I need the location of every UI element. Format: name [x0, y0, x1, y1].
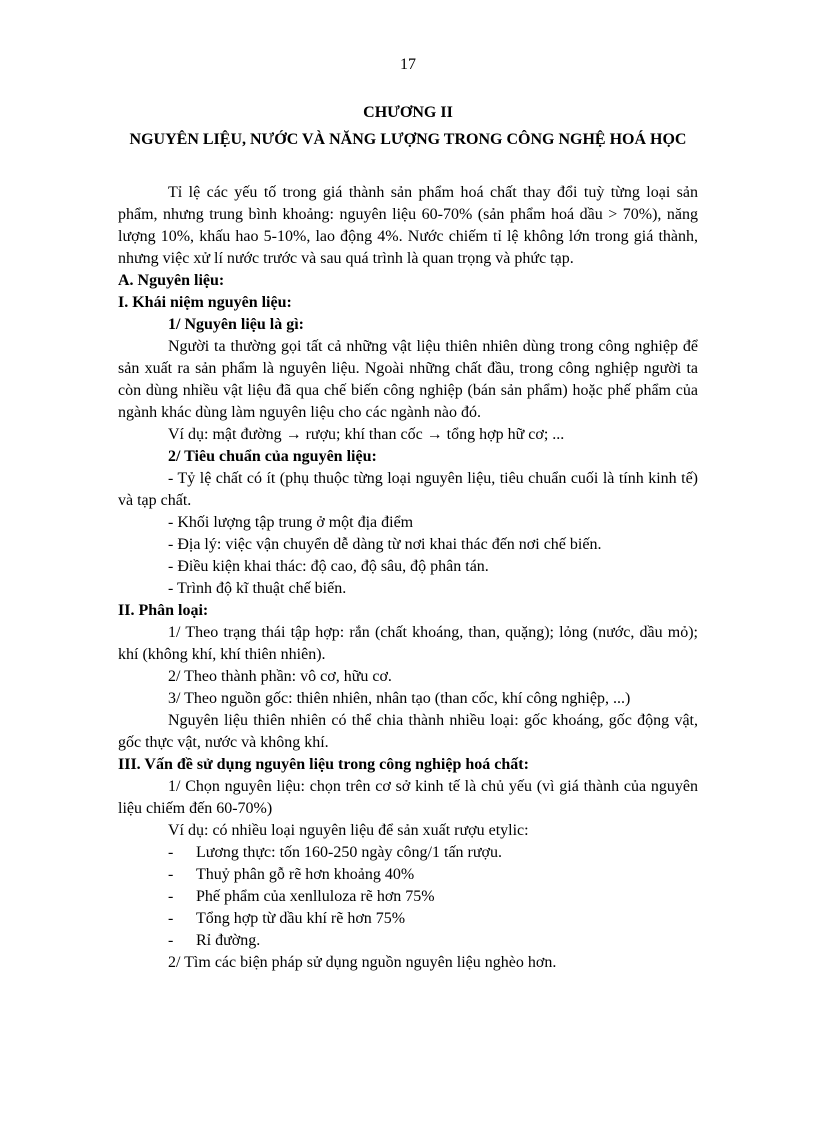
list-item	[118, 908, 698, 930]
choose-line: 1/ Chọn nguyên liệu: chọn trên cơ sở kinh tế là chủ yếu (vì giá thành của nguyên	[168, 778, 698, 795]
list-dash: -	[168, 910, 174, 927]
criteria-line: và tạp chất.	[118, 492, 192, 509]
criteria-line: - Địa lý: việc vận chuyển dễ dàng từ nơi khai thác đến nơi chế biến.	[168, 536, 602, 553]
intro-line: nhưng việc xử lí nước trước và sau quá trình là quan trọng và phức tạp.	[118, 250, 574, 267]
list-item-text: Phế phẩm của xenlluloza rẽ hơn 75%	[196, 888, 435, 905]
list-dash: -	[168, 866, 174, 883]
section-heading-2: II. Phân loại:	[118, 602, 209, 619]
list-item	[118, 864, 698, 886]
body-text	[118, 182, 698, 974]
example-line: Ví dụ: có nhiều loại nguyên liệu để sản xuất rượu etylic:	[168, 822, 529, 839]
definition-line: ngành khác dùng làm nguyên liệu cho các ngành nào đó.	[118, 404, 481, 421]
definition-line: Người ta thường gọi tất cả những vật liệu thiên nhiên dùng trong công nghiệp để	[168, 338, 698, 355]
classification-line: 2/ Theo thành phần: vô cơ, hữu cơ.	[168, 668, 392, 685]
criteria-line: - Khối lượng tập trung ở một địa điểm	[168, 514, 414, 531]
natural-line: gốc thực vật, nước và không khí.	[118, 734, 329, 751]
criteria-line: - Trình độ kĩ thuật chế biến.	[168, 580, 347, 597]
intro-line: Tỉ lệ các yếu tố trong giá thành sản phẩm hoá chất thay đổi tuỳ từng loại sản	[168, 184, 698, 201]
list-dash: -	[168, 844, 174, 861]
classification-line: 3/ Theo nguồn gốc: thiên nhiên, nhân tạo (than cốc, khí công nghiệp, ...)	[168, 690, 631, 707]
list-item	[118, 842, 698, 864]
natural-line: Nguyên liệu thiên nhiên có thể chia thành nhiều loại: gốc khoáng, gốc động vật,	[168, 712, 698, 729]
section-heading-3: III. Vấn đề sử dụng nguyên liệu trong công nghiệp hoá chất:	[118, 756, 529, 773]
subheading-criteria: 2/ Tiêu chuẩn của nguyên liệu:	[168, 448, 377, 465]
chapter-title: NGUYÊN LIỆU, NƯỚC VÀ NĂNG LƯỢNG TRONG CÔNG NGHỆ HOÁ HỌC	[129, 131, 687, 148]
classification-line: 1/ Theo trạng thái tập hợp: rắn (chất khoáng, than, quặng); lỏng (nước, dầu mỏ);	[168, 624, 698, 641]
criteria-line: - Điều kiện khai thác: độ cao, độ sâu, độ phân tán.	[168, 558, 489, 575]
choose-line: liệu chiếm đến 60-70%)	[118, 800, 273, 817]
list-item-text: Thuỷ phân gỗ rẽ hơn khoảng 40%	[196, 866, 415, 883]
example-line: Ví dụ: mật đường → rượu; khí than cốc → tổng hợp hữ cơ; ...	[168, 426, 565, 443]
section-heading-a: A. Nguyên liệu:	[118, 272, 225, 289]
chapter-label: CHƯƠNG II	[363, 104, 453, 121]
criteria-line: - Tỷ lệ chất có ít (phụ thuộc từng loại nguyên liệu, tiêu chuẩn cuối là tính kinh tế)	[168, 470, 698, 487]
poorer-sources-line: 2/ Tìm các biện pháp sử dụng nguồn nguyên liệu nghèo hơn.	[168, 954, 557, 971]
page-number: 17	[400, 56, 416, 73]
section-heading-1: I. Khái niệm nguyên liệu:	[118, 294, 292, 311]
list-dash: -	[168, 888, 174, 905]
list-item	[118, 886, 698, 908]
list-item-text: Lương thực: tốn 160-250 ngày công/1 tấn rượu.	[196, 844, 502, 861]
subheading-what-is: 1/ Nguyên liệu là gì:	[168, 316, 305, 333]
intro-line: lượng 10%, khấu hao 5-10%, lao động 4%. Nước chiếm tỉ lệ không lớn trong giá thành,	[118, 228, 698, 245]
list-item-text: Rỉ đường.	[196, 932, 261, 949]
intro-line: phẩm, nhưng trung bình khoảng: nguyên liệu 60-70% (sản phẩm hoá dầu > 70%), năng	[118, 206, 698, 223]
list-dash: -	[168, 932, 174, 949]
definition-line: sản xuất ra sản phẩm là nguyên liệu. Ngoài những chất đầu, trong công nghiệp người ta	[118, 360, 698, 377]
classification-line: khí (không khí, khí thiên nhiên).	[118, 646, 326, 663]
definition-line: còn dùng nhiều vật liệu đã qua chế biến công nghiệp (bán sản phẩm) hoặc phế phẩm của	[118, 382, 698, 399]
list-item-text: Tổng hợp từ dầu khí rẽ hơn 75%	[196, 910, 406, 927]
list-item	[118, 930, 698, 952]
